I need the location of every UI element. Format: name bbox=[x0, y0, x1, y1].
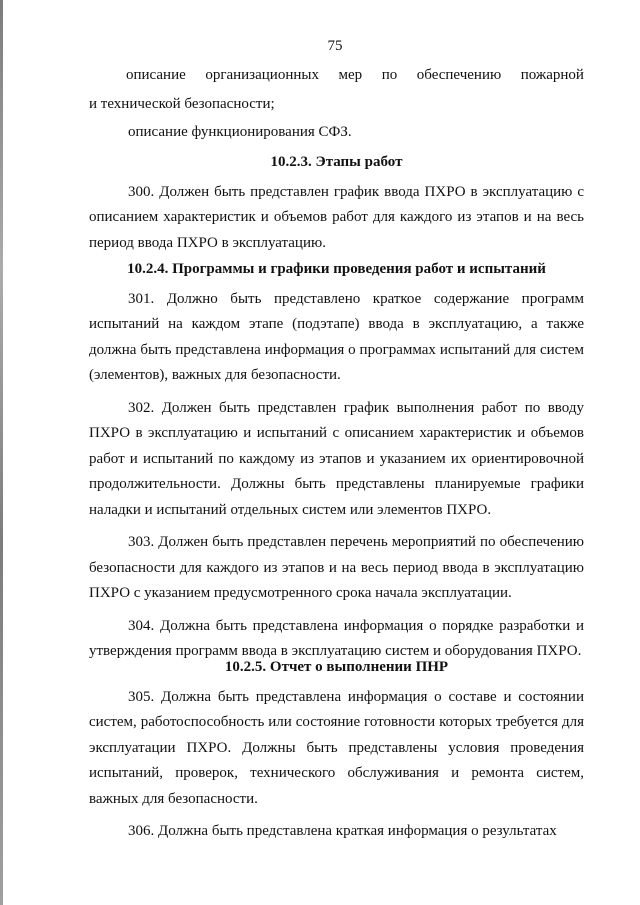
paragraph-302: 302. Должен быть представлен график выполнения работ по вводу ПХРО в эксплуатацию и испытаний с описанием характеристик и объемов работ и испытаний по каждому из этапов и указанием их ориентировочной продолжительности. Должны быть представлены планируемые графики наладки и испытаний отдельных систем или элементов ПХРО. bbox=[89, 399, 584, 518]
list-item-line-1 bbox=[126, 67, 584, 84]
paragraph-305: 305. Должна быть представлена информация о составе и состоянии систем, работоспособность или состояние готовности которых требуется для эксплуатации ПХРО. Должны быть представлены условия проведения испытаний, проверок, технического обслуживания и ремонта систем, важных для безопасности. bbox=[89, 688, 584, 807]
word: по bbox=[381, 67, 398, 83]
paragraph-303: 303. Должен быть представлен перечень мероприятий по обеспечению безопасности для каждого из этапов и на весь период ввода в эксплуатацию ПХРО с указанием предусмотренного срока начала эксплуатации. bbox=[89, 534, 584, 601]
paragraph-300: 300. Должен быть представлен график ввода ПХРО в эксплуатацию с описанием характеристик и объемов работ для каждого из этапов и на весь период ввода ПХРО в эксплуатацию. bbox=[89, 183, 584, 251]
list-item-continuation bbox=[89, 92, 584, 118]
text-line: описание функционирования СФЗ. bbox=[128, 124, 352, 140]
text-line: и технической безопасности; bbox=[89, 96, 275, 112]
paragraph-304: 304. Должна быть представлена информация о порядке разработки и утверждения программ ввода в эксплуатацию систем и оборудования ПХРО. bbox=[89, 617, 584, 659]
scan-edge bbox=[0, 0, 3, 905]
list-item-2 bbox=[89, 120, 584, 146]
word: организационных bbox=[205, 67, 319, 83]
paragraph-306: 306. Должна быть представлена краткая информация о результатах bbox=[128, 823, 557, 839]
section-heading: 10.2.4. Программы и графики проведения работ и испытаний bbox=[127, 261, 546, 277]
word: описание bbox=[126, 67, 186, 83]
section-10-2-5 bbox=[89, 655, 584, 845]
word: обеспечению bbox=[416, 67, 502, 83]
paragraph-301: 301. Должно быть представлено краткое содержание программ испытаний на каждом этапе (подэтапе) ввода в эксплуатацию, а также должна быть представлена информация о программах испытаний для систем (элементов), важных для безопасности. bbox=[89, 290, 584, 383]
section-10-2-4 bbox=[89, 257, 584, 665]
section-heading: 10.2.5. Отчет о выполнении ПНР bbox=[224, 659, 449, 675]
word: мер bbox=[338, 67, 363, 83]
section-heading: 10.2.3. Этапы работ bbox=[270, 154, 403, 170]
section-10-2-3 bbox=[89, 150, 584, 256]
word: пожарной bbox=[520, 67, 584, 83]
page-number: 75 bbox=[327, 38, 343, 54]
